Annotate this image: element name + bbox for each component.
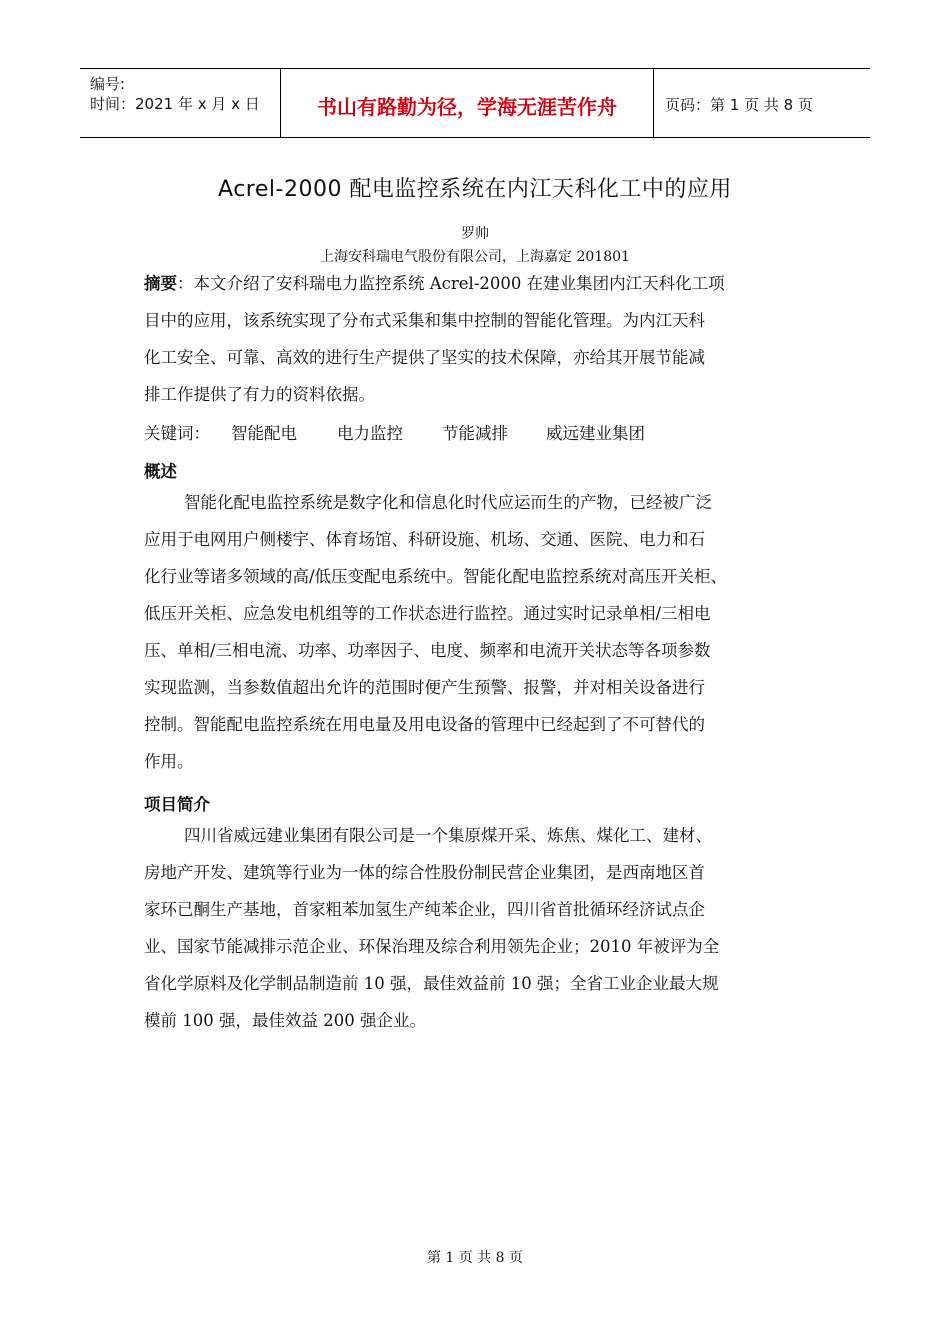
keyword-item: 威远建业集团 [546, 424, 645, 443]
paragraph-line: 省化学原料及化学制品制造前 10 强，最佳效益前 10 强；全省工业企业最大规 [144, 974, 719, 993]
paragraph-line: 实现监测，当参数值超出允许的范围时便产生预警、报警，并对相关设备进行 [144, 678, 705, 697]
paragraph-line: 业、国家节能减排示范企业、环保治理及综合利用领先企业；2010 年被评为全 [144, 937, 720, 956]
abstract-line-2: 目中的应用，该系统实现了分布式采集和集中控制的智能化管理。为内江天科 [144, 311, 705, 330]
article-title: Acrel-2000 配电监控系统在内江天科化工中的应用 [218, 177, 732, 202]
paragraph-line: 应用于电网用户侧楼宇、体育场馆、科研设施、机场、交通、医院、电力和石 [144, 530, 705, 549]
header-motto-cell [281, 69, 654, 137]
paragraph-line: 四川省威远建业集团有限公司是一个集原煤开采、炼焦、煤化工、建材、 [184, 826, 712, 845]
section-overview-body [144, 484, 824, 780]
abstract [144, 265, 824, 413]
section-heading-project: 项目简介 [144, 795, 210, 814]
section-project-body [144, 817, 824, 1039]
paragraph-line: 作用。 [144, 752, 194, 771]
paragraph-line: 低压开关柜、应急发电机组等的工作状态进行监控。通过实时记录单相/三相电 [144, 604, 711, 623]
paragraph-line: 模前 100 强，最佳效益 200 强企业。 [144, 1011, 426, 1030]
abstract-line-1 [144, 265, 824, 302]
keyword-item: 节能减排 [442, 424, 508, 443]
header-info-cell [80, 69, 281, 137]
paragraph-line: 智能化配电监控系统是数字化和信息化时代应运而生的产物，已经被广泛 [184, 493, 712, 512]
motto: 书山有路勤为径，学海无涯苦作舟 [317, 95, 617, 119]
keyword-item: 智能配电 [231, 424, 297, 443]
abstract-text: ：本文介绍了安科瑞电力监控系统 Acrel-2000 在建业集团内江天科化工项 [177, 274, 725, 293]
section-heading-overview: 概述 [144, 462, 177, 481]
paragraph-line: 压、单相/三相电流、功率、功率因子、电度、频率和电流开关状态等各项参数 [144, 641, 711, 660]
abstract-line-4: 排工作提供了有力的资料依据。 [144, 385, 375, 404]
paragraph-line: 化行业等诸多领域的高/低压变配电系统中。智能化配电监控系统对高压开关柜、 [144, 567, 728, 586]
keywords-label: 关键词： [144, 424, 210, 443]
document-number: 编号: [90, 75, 126, 93]
paragraph-line: 家环已酮生产基地，首家粗苯加氢生产纯苯企业，四川省首批循环经济试点企 [144, 900, 705, 919]
article-affiliation: 上海安科瑞电气股份有限公司，上海嘉定 201801 [320, 249, 630, 265]
paragraph-line: 房地产开发、建筑等行业为一体的综合性股份制民营企业集团，是西南地区首 [144, 863, 705, 882]
paragraph-line: 控制。智能配电监控系统在用电量及用电设备的管理中已经起到了不可替代的 [144, 715, 705, 734]
page-footer: 第 1 页 共 8 页 [426, 1250, 524, 1266]
document-date: 时间：2021 年 x 月 x 日 [90, 95, 260, 113]
header-page-info: 页码：第 1 页 共 8 页 [665, 96, 813, 114]
abstract-label: 摘要 [144, 274, 177, 293]
page-header [80, 68, 870, 138]
keyword-item: 电力监控 [337, 424, 403, 443]
header-page-cell [655, 69, 870, 137]
abstract-line-3: 化工安全、可靠、高效的进行生产提供了坚实的技术保障，亦给其开展节能减 [144, 348, 705, 367]
article-author: 罗帅 [461, 226, 489, 242]
